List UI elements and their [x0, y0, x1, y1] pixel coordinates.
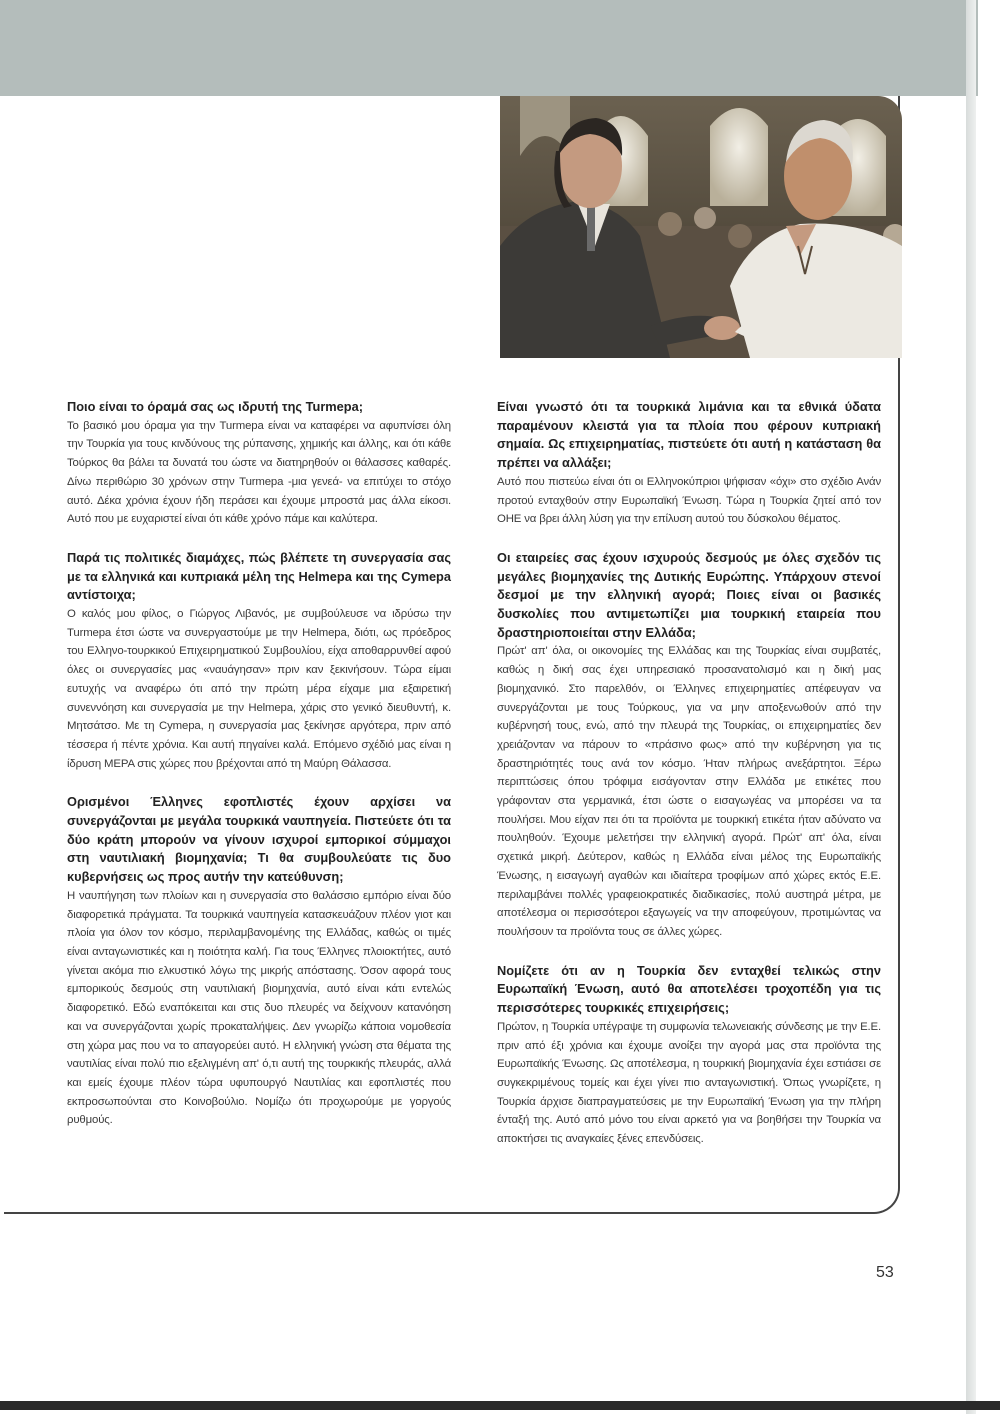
answer-paragraph: Ο καλός μου φίλος, ο Γιώργος Λιβανός, με συμβούλευσε να ιδρύσω την Turmepa έτσι ώστε να συνεργαστούμε με την Helmepa, διότι, ως πρόεδρος του Ελληνο-τουρκικού Επιχειρηματικού Συμβουλίου, είχα αποθαρρυνθεί αφού όλες οι συνεργασίες μας «ναυάγησαν» πριν καν ξεκινήσουν. Τώρα είμαι ευτυχής να αναφέρω ότι από την πρώτη μέρα είχαμε μια εξαιρετική συνεννόηση και συνεργασία με την Helmepa, χάρις στο γενικό διευθυντή, κ. Μητσάτσο. Με τη Cymepa, η συνεργασία μας ξεκίνησε αργότερα, πριν από τέσσερα ή πέντε χρόνια. Και αυτή πηγαίνει καλά. Επόμενο σχέδιό μας είναι η ίδρυση MEPA στις χώρες που βρέχονται από τη Μαύρη Θάλασσα.: [67, 608, 451, 770]
page-number: 53: [876, 1264, 894, 1281]
page-edge: [966, 0, 976, 1414]
interview-section: [67, 793, 451, 1130]
left-column: [67, 398, 451, 1150]
interview-section: [67, 549, 451, 773]
question-heading: Είναι γνωστό ότι τα τουρκικά λιμάνια και τα εθνικά ύδατα παραμένουν κλειστά για τα πλοία που φέρουν κυπριακή σημαία. Ως επιχειρηματίας, πιστεύετε ότι αυτή η κατάσταση θα πρέπει να αλλάξει;: [497, 399, 881, 471]
answer-paragraph: Η ναυπήγηση των πλοίων και η συνεργασία στο θαλάσσιο εμπόριο είναι δύο διαφορετικά πράγματα. Τα τουρκικά ναυπηγεία κατασκευάζουν πλέον γιοτ και πλοία για όλον τον κόσμο, περιλαμβανομένης της Ελλάδας, καθώς οι τιμές είναι ανταγωνιστικές και η ποιότητα καλή. Για τους Έλληνες πλοιοκτήτες, αυτό γίνεται ακόμα πιο ελκυστικό λόγω της μικρής απόστασης. Όσον αφορά τους εμπορικούς δεσμούς στη ναυτιλιακή βιομηχανία, αυτό είναι κάτι εντελώς διαφορετικό. Εδώ εναπόκειται και στις δυο πλευρές να δείχνουν κατανόηση και να συνεργάζονται χωρίς προκαταλήψεις. Δεν γνωρίζω κάποια νομοθεσία στη χώρα μας που να το απαγορεύει αυτό. Η ελληνική γνώση στα θέματα της ναυτιλίας είναι πολύ πιο εξελιγμένη απ' ό,τι αυτή της τουρκικής πλευράς, αλλά και εμείς έχουμε πλέον τώρα υφυπουργό Ναυτιλίας και εφοπλιστές που εκπροσωπούνται στο Κοινοβούλιο. Νομίζω ότι προχωρούμε με γοργούς ρυθμούς.: [67, 889, 451, 1127]
answer-paragraph: Πρώτ' απ' όλα, οι οικονομίες της Ελλάδας και της Τουρκίας είναι συμβατές, καθώς η δική σας έχει υπηρεσιακό προσανατολισμό και η δική μας βιομηχανικό. Στο παρελθόν, οι Έλληνες επιχειρηματίες απέφευγαν να συνεργάζονται με τους Τούρκους, για να μην αποξενωθούν από την κυβέρνησή τους, ενώ, από την πλευρά της Τουρκίας, οι επιχειρηματίες δεν χρειάζονταν να πάρουν το «πράσινο φως» από την κυβέρνηση για τις δραστηριότητές τους ανά τον κόσμο. Ήταν πλήρως ανεξάρτητοι. Ξέρω περιπτώσεις όπου τρόφιμα εισάγονταν στην Ελλάδα με ετικέτες που γράφονταν στα γερμανικά, έτσι ώστε ο εισαγωγέας να μπορέσει να τα πουλήσει. Μου είχαν πει ότι τα προϊόντα με τουρκική ετικέτα ήταν αδύνατο να πουληθούν. Έχουμε μελετήσει την ελληνική αγορά. Πρώτ' απ' όλα, είναι σχετικά μικρή. Δεύτερον, καθώς η Ελλάδα είναι μέλος της Ευρωπαϊκής Ένωσης, η εισαγωγή αγαθών και ιδιαίτερα τροφίμων από χώρες εκτός Ε.Ε. περιλαμβάνει πολλές γραφειοκρατικές διαδικασίες, πολύ αυστηρά μέτρα, με αποτέλεσμα οι περισσότεροι εξαγωγείς να την αποφεύγουν, προτιμώντας να πουλήσουν τα προϊόντα τους σε άλλες χώρες.: [497, 645, 881, 938]
question-heading: Ορισμένοι Έλληνες εφοπλιστές έχουν αρχίσει να συνεργάζονται με μεγάλα τουρκικά ναυπηγεία. Πιστεύετε ότι τα δύο κράτη μπορούν να γίνουν ισχυροί εμπορικοί σύμμαχοι στη ναυτιλιακή βιομηχανία; Τι θα συμβουλεύατε τις δυο κυβερνήσεις ως προς αυτήν την κατεύθυνση;: [67, 794, 451, 885]
photo-illustration: [500, 96, 902, 358]
question-heading: Νομίζετε ότι αν η Τουρκία δεν ενταχθεί τελικώς στην Ευρωπαϊκή Ένωση, αυτό θα αποτελέσει τροχοπέδη για τις περισσότερες τουρκικές επιχειρήσεις;: [497, 962, 881, 1016]
answer-paragraph: Πρώτον, η Τουρκία υπέγραψε τη συμφωνία τελωνειακής σύνδεσης με την Ε.Ε. πριν από έξι χρόνια και έχουμε ανοίξει την αγορά μας στα προϊόντα της Ευρωπαϊκής Ένωσης. Ως αποτέλεσμα, η τουρκική βιομηχανία έχει εστιάσει σε συγκεκριμένους τομείς και έχει γίνει πιο ανταγωνιστική. Όπως γνωρίζετε, η Τουρκία άρχισε διαπραγματεύσεις με την Ευρωπαϊκή Ένωση για την πλήρη ένταξή της. Αυτό από μόνο του είναι αρκετό για να βοηθήσει την Τουρκία να αποκτήσει τις αναγκαίες ξένες επενδύσεις.: [497, 1020, 881, 1146]
right-column: [497, 398, 881, 1169]
answer-paragraph: Αυτό που πιστεύω είναι ότι οι Ελληνοκύπριοι ψήφισαν «όχι» στο σχέδιο Ανάν προτού ενταχθούν στην Ευρωπαϊκή Ένωση. Τώρα η Τουρκία ζητεί από τον ΟΗΕ να βρει άλλη λύση για την επίλυση αυτού του δύσκολου θέματος.: [497, 475, 881, 526]
question-heading: Παρά τις πολιτικές διαμάχες, πώς βλέπετε τη συνεργασία σας με τα ελληνικά και κυπριακά μέλη της Helmepa και της Cymepa αντίστοιχα;: [67, 549, 451, 603]
interview-section: [67, 398, 451, 529]
interview-section: [497, 962, 881, 1149]
handshake-photo: [500, 96, 902, 358]
answer-paragraph: Το βασικό μου όραμα για την Turmepa είναι να καταφέρει να αφυπνίσει όλη την Τουρκία για τους κινδύνους της ρύπανσης, χημικής και άλλης, και ότι κάθε Τούρκος θα βάλει τα δυνατά του ώστε να διατηρηθούν οι θάλασσες καθαρές. Δίνω περιθώριο 30 χρόνων στην Turmepa -μια γενεά- να επιτύχει το στόχο αυτό. Δέκα χρόνια έχουν ήδη περάσει και έχουμε μπροστά μας άλλα είκοσι. Αυτό που με ευχαριστεί είναι ότι κάθε χρόνο πάμε και καλύτερα.: [67, 419, 451, 526]
interview-section: [497, 549, 881, 942]
question-heading: Ποιο είναι το όραμά σας ως ιδρυτή της Turmepa;: [67, 399, 363, 414]
bottom-rule: [0, 1401, 1000, 1410]
question-heading: Οι εταιρείες σας έχουν ισχυρούς δεσμούς με όλες σχεδόν τις μεγάλες βιομηχανίες της Δυτικής Ευρώπης. Υπάρχουν στενοί δεσμοί με την ελληνική αγορά; Ποιες είναι οι βασικές δυσκολίες που αντιμετωπίζει μια τουρκική εταιρεία που δραστηριοποιείται στην Ελλάδα;: [497, 549, 881, 640]
interview-section: [497, 398, 881, 529]
header-band: [0, 0, 978, 96]
